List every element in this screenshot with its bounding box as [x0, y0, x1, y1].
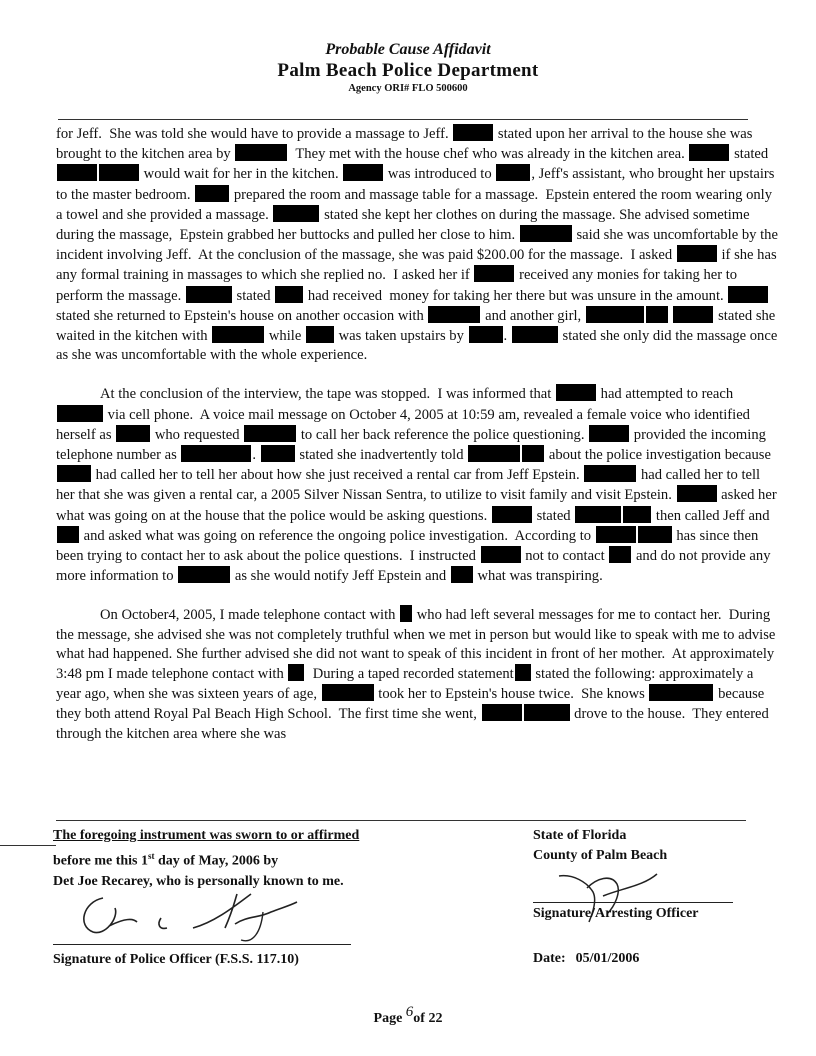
redaction: [575, 506, 621, 523]
redaction: [178, 566, 230, 583]
redaction: [116, 425, 150, 442]
redaction: [677, 245, 717, 262]
redaction: [492, 506, 532, 523]
redaction: [512, 326, 558, 343]
department-name: Palm Beach Police Department: [277, 60, 539, 81]
redaction: [306, 326, 334, 343]
date-value: 05/01/2006: [575, 951, 640, 966]
redaction: [482, 704, 522, 721]
margin-rule: [0, 845, 56, 846]
redaction: [586, 306, 644, 323]
signature-line-right: [533, 902, 733, 903]
redaction: [273, 205, 319, 222]
redaction: [469, 326, 503, 343]
redaction: [623, 506, 651, 523]
redaction: [728, 286, 768, 303]
redaction: [596, 526, 636, 543]
redaction: [638, 526, 672, 543]
redaction: [322, 684, 374, 701]
redaction: [481, 546, 521, 563]
redaction: [584, 465, 636, 482]
redaction: [186, 286, 232, 303]
redaction: [99, 164, 139, 181]
footer-divider: [56, 820, 746, 821]
redaction: [496, 164, 530, 181]
signature-line-left: [53, 944, 351, 945]
redaction: [589, 425, 629, 442]
affidavit-body: [56, 124, 782, 744]
signature-label-right: Signature/Arresting Officer: [533, 906, 699, 921]
redaction: [244, 425, 296, 442]
sworn-statement: The foregoing instrument was sworn to or affirmed before me this 1st day of May, 2006 by Det Joe Recarey, who is personally known to me.: [53, 826, 433, 892]
sworn-date-line: before me this 1st day of May, 2006 by: [53, 851, 279, 869]
state-label: State of Florida: [533, 828, 627, 843]
redaction: [649, 684, 713, 701]
redaction: [57, 164, 97, 181]
redaction: [57, 465, 91, 482]
header-divider: [58, 119, 748, 120]
redaction: [57, 405, 103, 422]
redaction: [556, 384, 596, 401]
redaction: [515, 664, 531, 681]
paragraph-1: for Jeff. She was told she would have to provide a massage to Jeff. stated upon her arrival to the house she was brought to the kitchen area by They met with the house chef who was already in the kitchen area. stated would wait for her in the kitchen. was introduced to , Jeff's assistant, who brought her upstairs to the master bedroom. prepared the room and massage table for a massage. Epstein entered the room wearing only a towel and she provided a massage. stated she kept her clothes on during the massage. She advised sometime during the massage, Epstein grabbed her buttocks and pulled her close to him. said she was uncomfortable by the incident involving Jeff. At the conclusion of the massage, she was paid $200.00 for the massage. I asked if she has any formal training in massages to which she replied no. I asked her if received any monies for taking her to perform the massage. stated had received money for taking her there but was unsure in the amount. stated she returned to Epstein's house on another occasion with and another girl, stated she waited in the kitchen with while was taken upstairs by . stated she only did the massage once as she was uncomfortable with the whole experience.: [56, 126, 782, 364]
page-number: Page 6of 22: [373, 1004, 443, 1026]
signature-label-left: Signature of Police Officer (F.S.S. 117.10): [53, 952, 299, 967]
redaction: [522, 445, 544, 462]
document-title: Probable Cause Affidavit: [325, 41, 491, 58]
redaction: [468, 445, 520, 462]
redaction: [235, 144, 287, 161]
redaction: [689, 144, 729, 161]
redaction: [343, 164, 383, 181]
redaction: [275, 286, 303, 303]
redaction: [453, 124, 493, 141]
redaction: [288, 664, 304, 681]
county-label: County of Palm Beach: [533, 848, 668, 863]
redaction: [195, 185, 229, 202]
police-officer-signature: [75, 888, 305, 944]
agency-ori: Agency ORI# FLO 500600: [348, 83, 468, 94]
redaction: [261, 445, 295, 462]
redaction: [673, 306, 713, 323]
redaction: [400, 605, 412, 622]
redaction: [474, 265, 514, 282]
redaction: [212, 326, 264, 343]
redaction: [646, 306, 668, 323]
document-header: [0, 40, 816, 96]
handwritten-page-number: 6: [405, 1004, 414, 1020]
paragraph-3: On October4, 2005, I made telephone contact with who had left several messages for me to contact her. During the message, she advised she was not completely truthful when we met in person but would like to speak with me to advise what had happened. She further advised she did not want to speak of this incident in front of her mother. At approximately 3:48 pm I made telephone contact with During a taped recorded statement stated the following: approximately a year ago, when she was sixteen years of age, took her to Epstein's house twice. She knows because they both attend Royal Pal Beach High School. The first time she went, drove to the house. They entered through the kitchen area where she was: [56, 607, 780, 742]
redaction: [524, 704, 570, 721]
redaction: [181, 445, 251, 462]
redaction: [451, 566, 473, 583]
redaction: [520, 225, 572, 242]
redaction: [57, 526, 79, 543]
redaction: [609, 546, 631, 563]
redaction: [677, 485, 717, 502]
paragraph-2: At the conclusion of the interview, the tape was stopped. I was informed that had attempted to reach via cell phone. A voice mail message on October 4, 2005 at 10:59 am, revealed a female voice who identified herself as who requested to call her back reference the police questioning. provided the incoming telephone number as . stated she inadvertently told about the police investigation because had called her to tell her about how she just received a rental car from Jeff Epstein. had called her to tell her that she was given a rental car, a 2005 Silver Nissan Sentra, to utilize to visit family and visit Epstein. asked her what was going on at the house that the police would be asking questions. stated then called Jeff and and asked what was going on reference the ongoing police investigation. According to has since then been trying to contact her to ask about the police questions. I instructed not to contact and do not provide any more information to as she would notify Jeff Epstein and what was transpiring.: [56, 386, 781, 585]
redaction: [428, 306, 480, 323]
date-field: Date: 05/01/2006: [533, 951, 640, 966]
jurisdiction-block: [533, 826, 667, 866]
